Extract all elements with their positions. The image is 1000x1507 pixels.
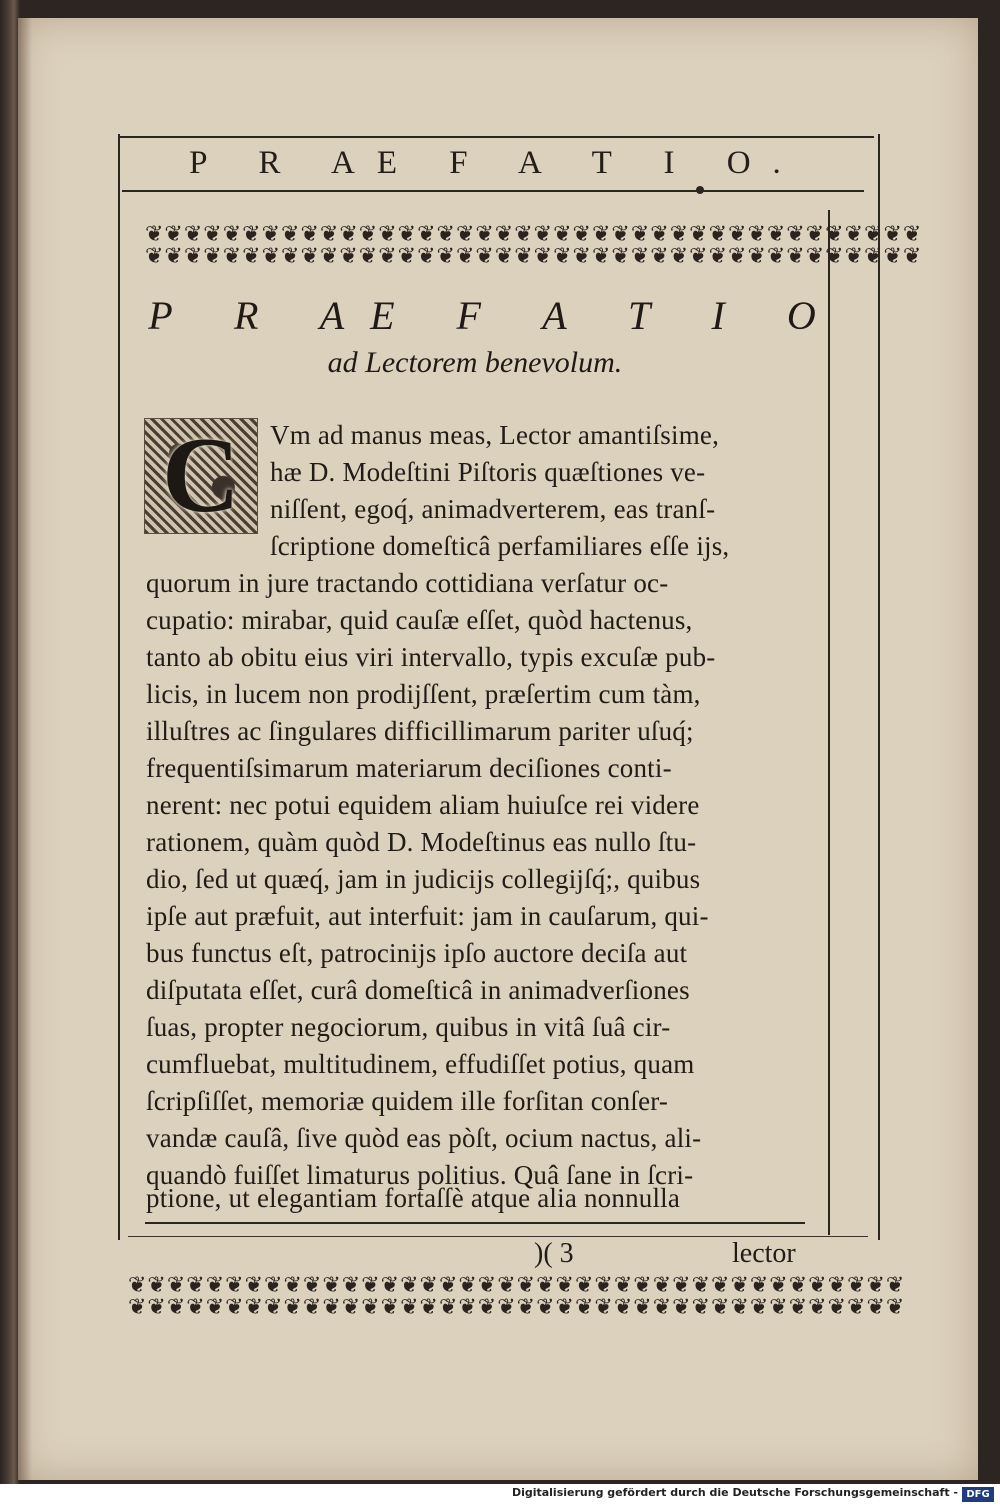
ornament-row: ❦❦❦❦❦❦❦❦❦❦❦❦❦❦❦❦❦❦❦❦❦❦❦❦❦❦❦❦❦❦❦❦❦❦❦❦❦❦❦❦ xyxy=(128,1295,906,1320)
head-rule xyxy=(122,190,864,192)
body-line: ſcriptione domeſticâ perfamiliares eſſe ijs, xyxy=(270,531,730,561)
ornament-row: ❦❦❦❦❦❦❦❦❦❦❦❦❦❦❦❦❦❦❦❦❦❦❦❦❦❦❦❦❦❦❦❦❦❦❦❦❦❦❦❦ xyxy=(128,1273,906,1298)
page-subtitle: ad Lectorem benevolum. xyxy=(327,346,623,379)
decorated-initial xyxy=(144,418,258,534)
top-rule xyxy=(118,136,874,138)
body-line: niſſent, egoq́, animadverterem, eas tranſ- xyxy=(270,494,716,524)
body-line: cupatio: mirabar, quid cauſæ eſſet, quòd hactenus, xyxy=(146,605,693,635)
body-line: quorum in jure tractando cottidiana verſatur oc- xyxy=(146,568,669,598)
dfg-logo: DFG xyxy=(962,1487,994,1502)
body-line: Vm ad manus meas, Lector amantiſsime, xyxy=(270,420,720,450)
bottom-rule xyxy=(145,1222,805,1224)
body-line: dio, ſed ut quæq́, jam in judicijs collegijſq́;, quibus xyxy=(146,864,701,894)
body-line: vandæ cauſâ, ſive quòd eas pòſt, ocium nactus, ali- xyxy=(146,1123,702,1153)
head-rule-dot xyxy=(696,186,704,194)
body-line: rationem, quàm quòd D. Modeſtinus eas nullo ſtu- xyxy=(146,827,697,857)
catchword: lector xyxy=(732,1238,796,1269)
ornament-band-top xyxy=(145,222,923,280)
body-line: licis, in lucem non prodijſſent, præſertim cum tàm, xyxy=(146,679,701,709)
body-line: diſputata eſſet, curâ domeſticâ in animadverſiones xyxy=(146,975,690,1005)
ornament-row: ❦❦❦❦❦❦❦❦❦❦❦❦❦❦❦❦❦❦❦❦❦❦❦❦❦❦❦❦❦❦❦❦❦❦❦❦❦❦❦❦ xyxy=(145,244,923,269)
body-line: nerent: nec potui equidem aliam huiuſce rei videre xyxy=(146,790,700,820)
ornament-row: ❦❦❦❦❦❦❦❦❦❦❦❦❦❦❦❦❦❦❦❦❦❦❦❦❦❦❦❦❦❦❦❦❦❦❦❦❦❦❦❦ xyxy=(145,222,923,247)
body-line: frequentiſsimarum materiarum deciſiones conti- xyxy=(146,753,672,783)
initial-letter: C xyxy=(162,416,240,535)
body-line: hæ D. Modeſtini Piſtoris quæſtiones ve- xyxy=(270,457,706,487)
signature-mark: )( 3 xyxy=(534,1238,574,1269)
running-head: P R AE F A T I O. xyxy=(189,145,803,181)
footer-credit: Digitalisierung gefördert durch die Deutsche Forschungsgemeinschaft - xyxy=(511,1486,958,1499)
body-line: cumfluebat, multitudinem, effudiſſet potius, quam xyxy=(146,1049,695,1079)
body-line: ſuas, propter negociorum, quibus in vitâ ſuâ cir- xyxy=(146,1012,671,1042)
body-line: ptione, ut elegantiam fortaſſè atque alia nonnulla xyxy=(146,1183,681,1213)
page-title: P R AE F A T I O xyxy=(148,293,842,338)
body-line: bus functus eſt, patrocinijs ipſo auctore deciſa aut xyxy=(146,938,688,968)
body-line: tanto ab obitu eius viri intervallo, typis excuſæ pub- xyxy=(146,642,716,672)
body-line: ipſe aut præfuit, aut interfuit: jam in cauſarum, qui- xyxy=(146,901,709,931)
ornament-band-bottom xyxy=(128,1273,906,1321)
bottom-rule-thin xyxy=(128,1236,868,1237)
body-line: illuſtres ac ſingulares difficillimarum pariter uſuq́; xyxy=(146,716,694,746)
body-line: quandò fuiſſet limaturus politius. Quâ ſane in ſcri- xyxy=(146,1160,694,1190)
body-line: ſcripſiſſet, memoriæ quidem ille forſitan conſer- xyxy=(146,1086,669,1116)
